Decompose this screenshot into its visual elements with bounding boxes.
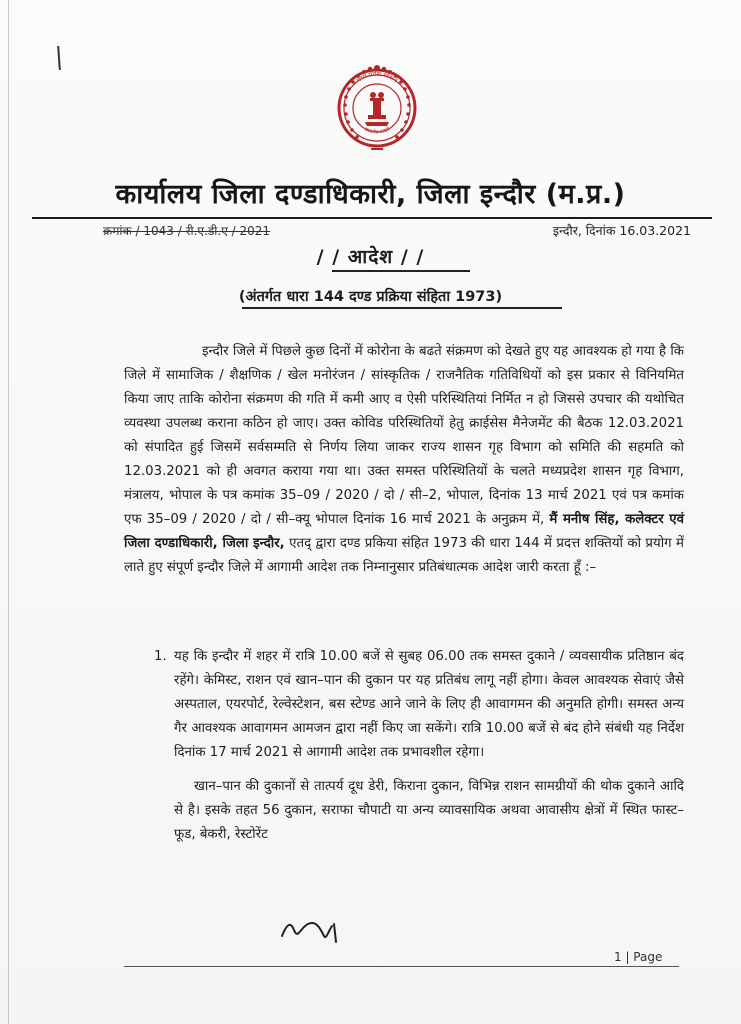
scan-edge-line (8, 0, 9, 1024)
order-heading: / / आदेश / / (316, 246, 425, 268)
reference-number: क्रमांक / 1043 / री.ए.डी.ए / 2021 (103, 224, 271, 238)
pen-mark (57, 46, 61, 70)
mp-government-emblem (335, 58, 419, 162)
order-heading-underline (332, 270, 470, 272)
emblem-icon (335, 58, 419, 162)
list-item-continuation: खान–पान की दुकानों से तात्पर्य दूध डेरी, किराना दुकान, विभिन्न राशन सामग्रीयों की थोक दुकाने आदि से है। इसके तहत 56 दुकान, सराफा चौपाटी या अन्य व्यावसायिक अथवा आवासीय क्षेत्रों में स्थित फास्ट–फूड, बेकरी, रेस्टोरेंट (174, 779, 684, 842)
section-heading-underline (242, 307, 562, 309)
order-list (124, 645, 684, 847)
order-paragraph (124, 340, 684, 580)
header-rule (32, 217, 712, 219)
order-body (124, 340, 684, 580)
section-heading: (अंतर्गत धारा 144 दण्ड प्रक्रिया संहिता 1973) (238, 289, 503, 305)
svg-text:मध्य प्रदेश शासन: मध्य प्रदेश शासन (354, 69, 400, 85)
paragraph-text-a: इन्दौर जिले में पिछले कुछ दिनों में कोरोना के बढते संक्रमण को देखते हुए यह आवश्यक हो गया है कि जिले में सामाजिक / शैक्षणिक / खेल मनोरंजन / सांस्कृतिक / राजनैतिक गतिविधियों को इस प्रकार से विनियमित किया जाए ताकि कोरोना संक्रमण की गति में कमी आए व ऐसी परिस्थितियां निर्मित न हो जिससे उपचार की यथोचित व्यवस्था उपलब्ध कराना कठिन हो जाए। उक्त कोविड परिस्थितियों हेतु क्राईसेस मैनेजमेंट की बैठक 12.03.2021 को संपादित हुई जिसमें सर्वसम्मति से निर्णय लिया जाकर राज्य शासन गृह विभाग को समिति की सहमति को 12.03.2021 को ही अवगत कराया गया था। उक्त समस्त परिस्थितियों के चलते मध्यप्रदेश शासन गृह विभाग, मंत्रालय, भोपाल के पत्र कमांक 35–09 / 2020 / दो / सी–2, भोपाल, दिनांक 13 मार्च 2021 एवं पत्र कमांक एफ 35–09 / 2020 / दो / सी–क्यू भोपाल दिनांक 16 मार्च 2021 के अनुक्रम में, (124, 344, 684, 527)
collector-name: मैं मनीष सिंह, कलेक्टर एवं जिला दण्डाधिकारी, जिला इन्दौर, (124, 512, 684, 551)
page-number: 1 | Page (614, 950, 663, 964)
office-title: कार्यालय जिला दण्डाधिकारी, जिला इन्दौर (म.प्र.) (115, 179, 626, 210)
list-item-number: 1. (154, 649, 167, 664)
signature (276, 906, 356, 956)
svg-text:सत्यमेव जयते: सत्यमेव जयते (363, 126, 391, 136)
footer-rule (124, 966, 679, 967)
paragraph-text-b: एतद् द्वारा दण्ड प्रकिया संहित 1973 की धारा 144 में प्रदत्त शक्तियों को प्रयोग में लाते हुए संपूर्ण इन्दौर जिले में आगामी आदेश तक निम्नानुसार प्रतिबंधात्मक आदेश जारी करता हूँ :– (124, 536, 684, 575)
list-item (124, 645, 684, 765)
signature-icon (276, 906, 356, 956)
list-item-text: यह कि इन्दौर में शहर में रात्रि 10.00 बजें से सुबह 06.00 तक समस्त दुकाने / व्यवसायीक प्रतिष्ठान बंद रहेंगे। केमिस्ट, राशन एवं खान–पान की दुकान पर यह प्रतिबंध लागू नहीं होगा। केवल आवश्यक सेवाएं जैसे अस्पताल, एयरपोर्ट, रेल्वेस्टेशन, बस स्टेण्ड आने जाने के लिए ही आवागमन की अनुमति होगी। समस्त अन्य गैर आवश्यक आवागमन आमजन द्वारा नहीं किए जा सकेंगे। रात्रि 10.00 बजें से बंद होने संबंधी यह निर्देश दिनांक 17 मार्च 2021 से आगामी आदेश तक प्रभावशील रहेगा। (174, 649, 684, 760)
order-date: इन्दौर, दिनांक 16.03.2021 (552, 223, 691, 238)
